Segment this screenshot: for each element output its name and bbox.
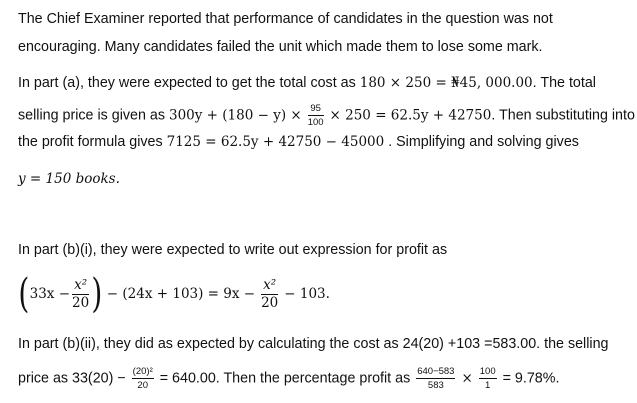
p2a-math: 180 × 250 = ₦45, 000.00 [359, 75, 533, 91]
p4-text-1: price as 33(20) − [18, 370, 126, 387]
paragraph-3-line-1: In part (b)(i), they were expected to write out expression for profit as [18, 242, 448, 258]
p2b-text-2: . Then substituting into [491, 107, 635, 124]
paragraph-4-line-1: In part (b)(ii), they did as expected by calculating the cost as 24(20) +103 =583.00. the selling [18, 336, 609, 352]
fraction-denominator: 20 [72, 294, 90, 311]
fraction-numerator: x² [72, 277, 89, 295]
profit-expression [18, 272, 330, 316]
fraction-numerator: x² [261, 277, 278, 295]
right-paren: ) [91, 271, 103, 318]
left-paren: ( [18, 271, 30, 318]
paragraph-2-line-2 [18, 103, 635, 128]
fraction-numerator: 95 [308, 103, 324, 116]
fraction-denominator: 20 [261, 294, 279, 311]
p2d-math: y = 150 books. [18, 171, 120, 187]
fraction-numerator: 640−583 [417, 366, 455, 377]
p2b-math-2: × 250 = 62.5y + 42750 [329, 107, 492, 124]
fraction-numerator: 100 [479, 366, 496, 377]
p2c-text-1: the profit formula gives [18, 134, 167, 150]
p2a-text-1: In part (a), they were expected to get the total cost as [18, 75, 360, 91]
fraction-numerator: (20)² [132, 366, 153, 377]
p3-math-1: 33x − [29, 286, 71, 302]
paragraph-2-line-1 [18, 74, 596, 92]
paragraph-1-line-1: The Chief Examiner reported that performance of candidates in the question was not [18, 11, 553, 27]
fraction-95-over-100 [308, 103, 324, 128]
p2c-math: 7125 = 62.5y + 42750 − 45000 [166, 134, 385, 150]
paragraph-2-line-3 [18, 133, 579, 151]
fraction-denominator: 100 [307, 117, 324, 128]
fraction-denominator: 583 [427, 380, 444, 391]
fraction-100-over-1 [479, 366, 497, 391]
fraction-20sq-over-20 [132, 366, 154, 391]
p2b-text-1: selling price is given as [18, 107, 169, 124]
paragraph-4-line-2 [18, 366, 559, 391]
p4-text-3: = 9.78%. [502, 370, 560, 387]
p2b-math-1: 300y + (180 − y) × [168, 107, 302, 124]
p3-math-2: − (24x + 103) = 9x − [106, 286, 256, 302]
times-sign: × [461, 370, 473, 387]
fraction-x2-over-20-b [261, 277, 278, 312]
fraction-denominator: 1 [485, 380, 491, 391]
p3-math-3: − 103. [284, 286, 330, 302]
paragraph-1-line-2: encouraging. Many candidates failed the unit which made them to lose some mark. [18, 39, 543, 55]
p2a-text-2: . The total [532, 75, 596, 91]
fraction-x2-over-20 [72, 277, 89, 312]
fraction-640-583-over-583 [416, 366, 455, 391]
paragraph-2-line-4 [18, 170, 120, 188]
p4-text-2: = 640.00. Then the percentage profit as [159, 370, 411, 387]
fraction-denominator: 20 [137, 380, 148, 391]
p2c-text-2: . Simplifying and solving gives [384, 134, 579, 150]
